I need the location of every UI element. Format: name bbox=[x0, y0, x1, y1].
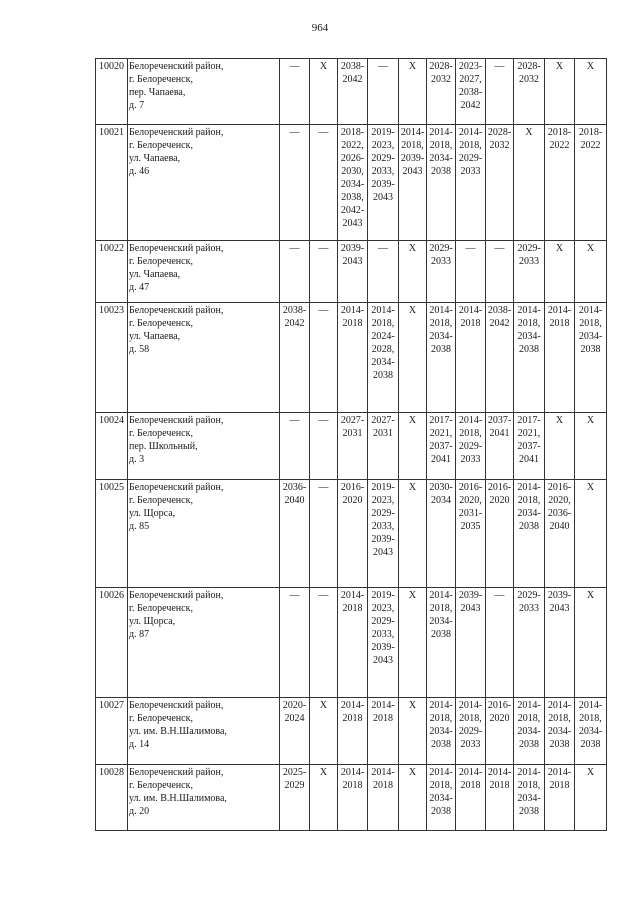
period-cell: 2014- 2018, 2034- 2038 bbox=[427, 765, 456, 831]
period-cell: 2014- 2018, 2034- 2038 bbox=[427, 125, 456, 241]
period-cell: 2016- 2020, 2031- 2035 bbox=[456, 480, 486, 588]
address-line: Белореченский район, bbox=[129, 482, 224, 493]
period-cell: 2014- 2018, 2029- 2033 bbox=[456, 125, 486, 241]
address-line: г. Белореченск, bbox=[129, 140, 193, 151]
page-number: 964 bbox=[311, 22, 329, 34]
period-cell: 2014- 2018 bbox=[456, 765, 486, 831]
period-cell: 2016- 2020, 2036- 2040 bbox=[545, 480, 575, 588]
table-row bbox=[96, 765, 607, 831]
period-cell: — bbox=[310, 413, 338, 480]
period-cell: 2039- 2043 bbox=[456, 588, 486, 698]
period-cell: 2014- 2018, 2034- 2038 bbox=[514, 698, 545, 765]
period-cell: Х bbox=[575, 588, 607, 698]
period-cell: 2019- 2023, 2029- 2033, 2039- 2043 bbox=[368, 588, 399, 698]
address-line: д. 14 bbox=[129, 739, 150, 750]
period-cell: — bbox=[280, 59, 310, 125]
period-cell: 2014- 2018, 2034- 2038 bbox=[545, 698, 575, 765]
period-cell: Х bbox=[310, 59, 338, 125]
period-cell: 2038- 2042 bbox=[280, 303, 310, 413]
period-cell: 2023- 2027, 2038- 2042 bbox=[456, 59, 486, 125]
period-cell: 2019- 2023, 2029- 2033, 2039- 2043 bbox=[368, 125, 399, 241]
period-cell: — bbox=[280, 588, 310, 698]
period-cell: 2014- 2018, 2024- 2028, 2034- 2038 bbox=[368, 303, 399, 413]
period-cell: 2019- 2023, 2029- 2033, 2039- 2043 bbox=[368, 480, 399, 588]
period-cell: Х bbox=[399, 59, 427, 125]
period-cell: — bbox=[368, 59, 399, 125]
period-cell: 2014- 2018 bbox=[545, 765, 575, 831]
period-cell: 2014- 2018 bbox=[338, 765, 368, 831]
address-line: ул. Чапаева, bbox=[129, 269, 181, 280]
period-cell: 2014- 2018, 2034- 2038 bbox=[575, 303, 607, 413]
address-cell bbox=[128, 241, 280, 303]
period-cell: 2028- 2032 bbox=[427, 59, 456, 125]
period-cell: Х bbox=[575, 480, 607, 588]
address-line: д. 3 bbox=[129, 454, 145, 465]
period-cell: 2027- 2031 bbox=[338, 413, 368, 480]
address-line: г. Белореченск, bbox=[129, 256, 193, 267]
address-line: ул. им. В.Н.Шалимова, bbox=[129, 726, 227, 737]
period-cell: Х bbox=[575, 413, 607, 480]
address-line: ул. Чапаева, bbox=[129, 331, 181, 342]
period-cell: Х bbox=[545, 59, 575, 125]
address-line: ул. Щорса, bbox=[129, 616, 176, 627]
period-cell: — bbox=[456, 241, 486, 303]
period-cell: 2014- 2018, 2034- 2038 bbox=[427, 698, 456, 765]
table-row bbox=[96, 303, 607, 413]
period-cell: Х bbox=[545, 241, 575, 303]
period-cell: 2036- 2040 bbox=[280, 480, 310, 588]
period-cell: Х bbox=[399, 480, 427, 588]
address-line: г. Белореченск, bbox=[129, 74, 193, 85]
table-row bbox=[96, 588, 607, 698]
period-cell: Х bbox=[399, 765, 427, 831]
address-line: Белореченский район, bbox=[129, 61, 224, 72]
period-cell: Х bbox=[514, 125, 545, 241]
address-line: Белореченский район, bbox=[129, 305, 224, 316]
period-cell: 2038- 2042 bbox=[338, 59, 368, 125]
period-cell: 2014- 2018 bbox=[456, 303, 486, 413]
period-cell: 2014- 2018, 2034- 2038 bbox=[575, 698, 607, 765]
period-cell: — bbox=[310, 303, 338, 413]
row-id-cell: 10026 bbox=[96, 588, 128, 698]
period-cell: — bbox=[310, 125, 338, 241]
period-cell: Х bbox=[575, 765, 607, 831]
period-cell: 2014- 2018, 2029- 2033 bbox=[456, 698, 486, 765]
period-cell: — bbox=[310, 241, 338, 303]
address-cell bbox=[128, 125, 280, 241]
period-cell: Х bbox=[399, 241, 427, 303]
period-cell: 2037- 2041 bbox=[486, 413, 514, 480]
row-id-cell: 10025 bbox=[96, 480, 128, 588]
address-cell bbox=[128, 303, 280, 413]
period-cell: 2014- 2018 bbox=[338, 698, 368, 765]
address-line: Белореченский район, bbox=[129, 590, 224, 601]
row-id-cell: 10027 bbox=[96, 698, 128, 765]
address-cell bbox=[128, 588, 280, 698]
table-row bbox=[96, 241, 607, 303]
period-cell: — bbox=[280, 125, 310, 241]
period-cell: 2014- 2018, 2034- 2038 bbox=[514, 303, 545, 413]
period-cell: 2017- 2021, 2037- 2041 bbox=[514, 413, 545, 480]
address-line: д. 20 bbox=[129, 806, 150, 817]
period-cell: — bbox=[486, 241, 514, 303]
period-cell: 2018- 2022 bbox=[575, 125, 607, 241]
address-cell bbox=[128, 480, 280, 588]
period-cell: 2014- 2018, 2029- 2033 bbox=[456, 413, 486, 480]
period-cell: 2016- 2020 bbox=[486, 480, 514, 588]
period-cell: 2025- 2029 bbox=[280, 765, 310, 831]
table-row bbox=[96, 698, 607, 765]
row-id-cell: 10028 bbox=[96, 765, 128, 831]
address-line: ул. Щорса, bbox=[129, 508, 176, 519]
row-id-cell: 10023 bbox=[96, 303, 128, 413]
period-cell: — bbox=[368, 241, 399, 303]
address-cell bbox=[128, 413, 280, 480]
period-cell: 2038- 2042 bbox=[486, 303, 514, 413]
period-cell: 2039- 2043 bbox=[545, 588, 575, 698]
registry-table bbox=[95, 58, 607, 831]
table-row bbox=[96, 480, 607, 588]
address-line: г. Белореченск, bbox=[129, 780, 193, 791]
period-cell: 2016- 2020 bbox=[338, 480, 368, 588]
address-line: пер. Чапаева, bbox=[129, 87, 186, 98]
period-cell: 2014- 2018 bbox=[486, 765, 514, 831]
address-line: ул. Чапаева, bbox=[129, 153, 181, 164]
period-cell: — bbox=[486, 59, 514, 125]
address-line: ул. им. В.Н.Шалимова, bbox=[129, 793, 227, 804]
address-line: Белореченский район, bbox=[129, 415, 224, 426]
address-line: Белореченский район, bbox=[129, 700, 224, 711]
period-cell: 2029- 2033 bbox=[427, 241, 456, 303]
period-cell: Х bbox=[310, 765, 338, 831]
address-cell bbox=[128, 59, 280, 125]
period-cell: 2029- 2033 bbox=[514, 588, 545, 698]
period-cell: 2027- 2031 bbox=[368, 413, 399, 480]
period-cell: 2018- 2022 bbox=[545, 125, 575, 241]
period-cell: 2014- 2018 bbox=[368, 698, 399, 765]
period-cell: 2020- 2024 bbox=[280, 698, 310, 765]
address-line: д. 46 bbox=[129, 166, 150, 177]
address-cell bbox=[128, 698, 280, 765]
period-cell: 2028- 2032 bbox=[514, 59, 545, 125]
period-cell: 2014- 2018, 2034- 2038 bbox=[427, 303, 456, 413]
period-cell: — bbox=[486, 588, 514, 698]
address-line: г. Белореченск, bbox=[129, 428, 193, 439]
period-cell: 2016- 2020 bbox=[486, 698, 514, 765]
period-cell: 2029- 2033 bbox=[514, 241, 545, 303]
period-cell: Х bbox=[310, 698, 338, 765]
table-row bbox=[96, 59, 607, 125]
period-cell: Х bbox=[399, 698, 427, 765]
period-cell: 2028- 2032 bbox=[486, 125, 514, 241]
period-cell: 2014- 2018, 2034- 2038 bbox=[427, 588, 456, 698]
period-cell: 2014- 2018, 2034- 2038 bbox=[514, 480, 545, 588]
address-line: Белореченский район, bbox=[129, 243, 224, 254]
address-line: г. Белореченск, bbox=[129, 495, 193, 506]
table-body bbox=[96, 59, 607, 831]
row-id-cell: 10024 bbox=[96, 413, 128, 480]
address-line: д. 87 bbox=[129, 629, 150, 640]
period-cell: 2014- 2018, 2034- 2038 bbox=[514, 765, 545, 831]
period-cell: Х bbox=[399, 413, 427, 480]
row-id-cell: 10022 bbox=[96, 241, 128, 303]
period-cell: 2017- 2021, 2037- 2041 bbox=[427, 413, 456, 480]
period-cell: 2014- 2018 bbox=[545, 303, 575, 413]
period-cell: 2030- 2034 bbox=[427, 480, 456, 588]
address-line: д. 47 bbox=[129, 282, 150, 293]
period-cell: 2014- 2018 bbox=[338, 303, 368, 413]
period-cell: 2014- 2018 bbox=[368, 765, 399, 831]
period-cell: 2018- 2022, 2026- 2030, 2034- 2038, 2042- 2043 bbox=[338, 125, 368, 241]
period-cell: 2014- 2018 bbox=[338, 588, 368, 698]
period-cell: Х bbox=[399, 588, 427, 698]
address-line: д. 85 bbox=[129, 521, 150, 532]
address-line: Белореченский район, bbox=[129, 767, 224, 778]
address-line: д. 7 bbox=[129, 100, 145, 111]
period-cell: — bbox=[310, 480, 338, 588]
table-row bbox=[96, 125, 607, 241]
period-cell: Х bbox=[575, 59, 607, 125]
address-line: пер. Школьный, bbox=[129, 441, 198, 452]
address-cell bbox=[128, 765, 280, 831]
period-cell: — bbox=[280, 241, 310, 303]
period-cell: Х bbox=[399, 303, 427, 413]
address-line: Белореченский район, bbox=[129, 127, 224, 138]
row-id-cell: 10021 bbox=[96, 125, 128, 241]
address-line: г. Белореченск, bbox=[129, 603, 193, 614]
period-cell: — bbox=[310, 588, 338, 698]
period-cell: — bbox=[280, 413, 310, 480]
period-cell: Х bbox=[545, 413, 575, 480]
period-cell: Х bbox=[575, 241, 607, 303]
table-row bbox=[96, 413, 607, 480]
row-id-cell: 10020 bbox=[96, 59, 128, 125]
address-line: г. Белореченск, bbox=[129, 318, 193, 329]
period-cell: 2039- 2043 bbox=[338, 241, 368, 303]
period-cell: 2014- 2018, 2039- 2043 bbox=[399, 125, 427, 241]
address-line: д. 58 bbox=[129, 344, 150, 355]
address-line: г. Белореченск, bbox=[129, 713, 193, 724]
